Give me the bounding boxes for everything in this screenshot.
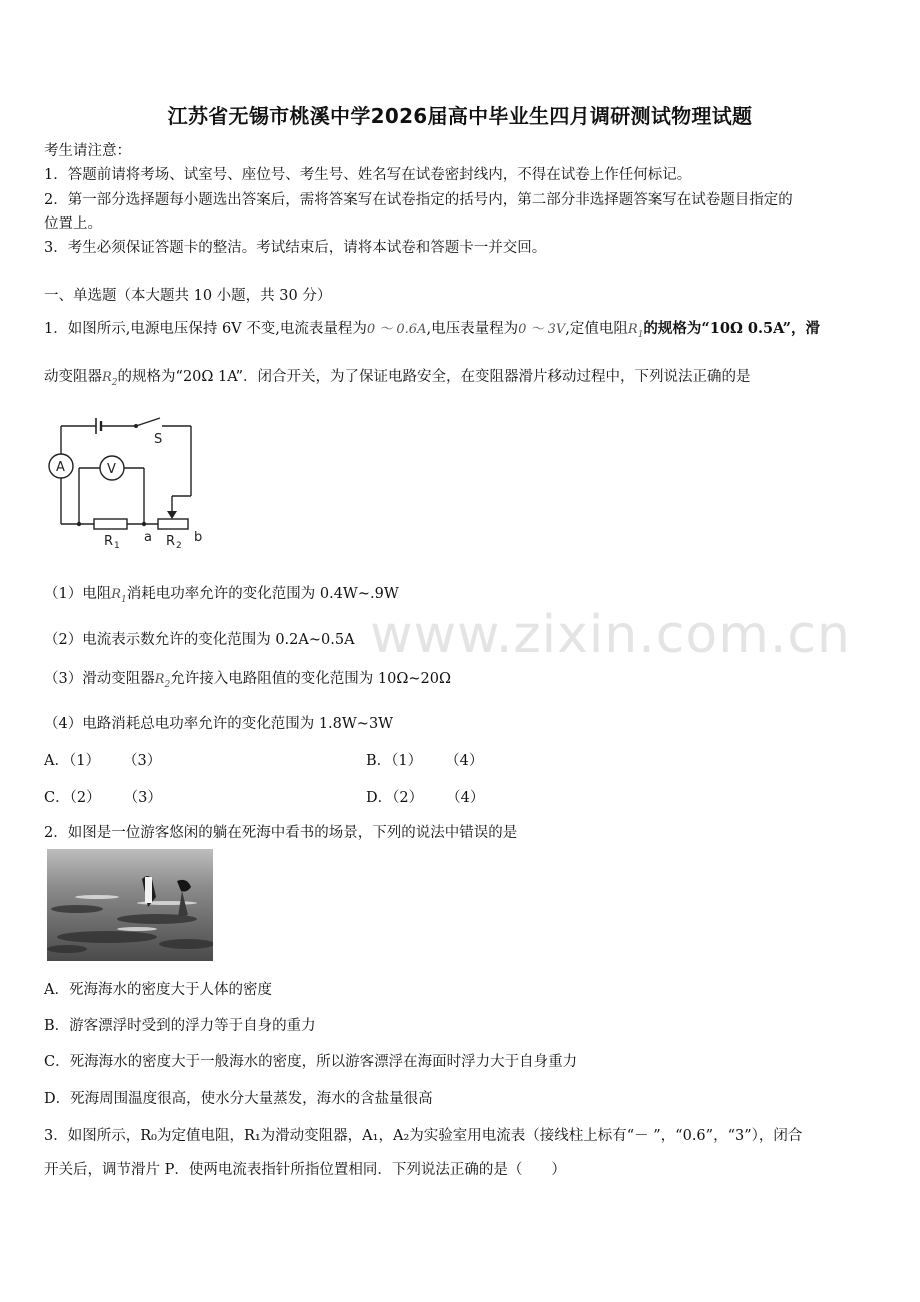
q1-stem-line1 xyxy=(44,317,820,340)
q1-statement-4: （4）电路消耗总电功率允许的变化范围为 1.8W~3W xyxy=(44,716,394,732)
q1-text: ,定值电阻 xyxy=(565,321,628,337)
q1-option-a[interactable]: A．（1） （3） xyxy=(44,753,162,769)
q3-stem-line1: 3．如图所示，R₀为定值电阻，R₁为滑动变阻器，A₁，A₂为实验室用电流表（接线柱上标有“－ ”，“0.6”，“3”），闭合 xyxy=(44,1128,803,1144)
ammeter-range: 0 ～ 0.6A xyxy=(366,322,427,337)
point-b-label: b xyxy=(194,530,203,545)
section-heading: 一、单选题（本大题共 10 小题，共 30 分） xyxy=(44,288,332,304)
q2-option-a[interactable]: A．死海海水的密度大于人体的密度 xyxy=(44,982,272,998)
q1-text: 的规格为“10Ω 0.5A”，滑 xyxy=(643,320,820,337)
junction-dot xyxy=(142,522,146,526)
q1-text: 动变阻器 xyxy=(44,369,102,385)
notice-item-2-cont: 位置上。 xyxy=(44,216,102,232)
r2-label: R xyxy=(166,534,176,548)
q3-stem-line2: 开关后，调节滑片 P．使两电流表指针所指位置相同．下列说法正确的是（ ） xyxy=(44,1162,566,1178)
page-title: 江苏省无锡市桃溪中学2026届高中毕业生四月调研测试物理试题 xyxy=(167,104,753,128)
notice-item-2: 2．第一部分选择题每小题选出答案后，需将答案写在试卷指定的括号内，第二部分非选择题答案写在试卷题目指定的 xyxy=(44,192,793,208)
point-a-label: a xyxy=(144,530,152,545)
q1-stem-line2 xyxy=(44,365,751,388)
q1-text: 1．如图所示,电源电压保持 6V 不变,电流表量程为 xyxy=(44,321,367,337)
circuit-diagram xyxy=(44,408,224,548)
voltmeter-label: V xyxy=(107,462,116,477)
slider-arrow xyxy=(167,511,177,519)
switch-label: S xyxy=(154,432,163,447)
q2-stem: 2．如图是一位游客悠闲的躺在死海中看书的场景，下列的说法中错误的是 xyxy=(44,825,518,841)
q1-text: 的规格为“20Ω 1A”．闭合开关，为了保证电路安全，在变阻器滑片移动过程中，下列说法正确的是 xyxy=(117,369,751,385)
q1-option-b[interactable]: B．（1） （4） xyxy=(366,753,484,769)
notice-heading: 考生请注意： xyxy=(44,143,131,159)
q1-statement-3: （3）滑动变阻器$R_2$允许接入电路阻值的变化范围为 10Ω~20Ω xyxy=(44,671,451,690)
q1-statement-2: （2）电流表示数允许的变化范围为 0.2A~0.5A xyxy=(44,632,355,648)
q1-text: ,电压表量程为 xyxy=(426,321,519,337)
q2-option-d[interactable]: D．死海周围温度很高，使水分大量蒸发，海水的含盐量很高 xyxy=(44,1091,433,1107)
r1-symbol: $R_1$ xyxy=(111,587,127,605)
dead-sea-photo xyxy=(47,849,213,961)
notice-item-3: 3．考生必须保证答题卡的整洁。考试结束后，请将本试卷和答题卡一并交回。 xyxy=(44,240,547,256)
voltmeter-range: 0 ～ 3V xyxy=(518,322,566,337)
q1-option-d[interactable]: D．（2） （4） xyxy=(366,790,485,806)
ammeter-label: A xyxy=(56,460,65,475)
r2-symbol: $R_2$ xyxy=(154,672,171,690)
r2-label-sub: 2 xyxy=(176,541,182,548)
r2-symbol: $R_2$ xyxy=(102,370,118,388)
q2-option-b[interactable]: B．游客漂浮时受到的浮力等于自身的重力 xyxy=(44,1018,316,1034)
q1-option-c[interactable]: C．（2） （3） xyxy=(44,790,162,806)
r1-label-sub: 1 xyxy=(114,541,120,548)
r1-symbol: $R_1$ xyxy=(627,322,644,340)
r1-label: R xyxy=(104,534,114,548)
notice-item-1: 1．答题前请将考场、试室号、座位号、考生号、姓名写在试卷密封线内，不得在试卷上作任何标记。 xyxy=(44,167,692,183)
q1-statement-1: （1）电阻$R_1$消耗电功率允许的变化范围为 0.4W~.9W xyxy=(44,586,399,605)
switch-terminal xyxy=(134,424,138,428)
watermark: www.zixin.com.cn xyxy=(370,605,851,665)
q2-option-c[interactable]: C．死海海水的密度大于一般海水的密度，所以游客漂浮在海面时浮力大于自身重力 xyxy=(44,1054,578,1070)
junction-dot xyxy=(77,522,81,526)
